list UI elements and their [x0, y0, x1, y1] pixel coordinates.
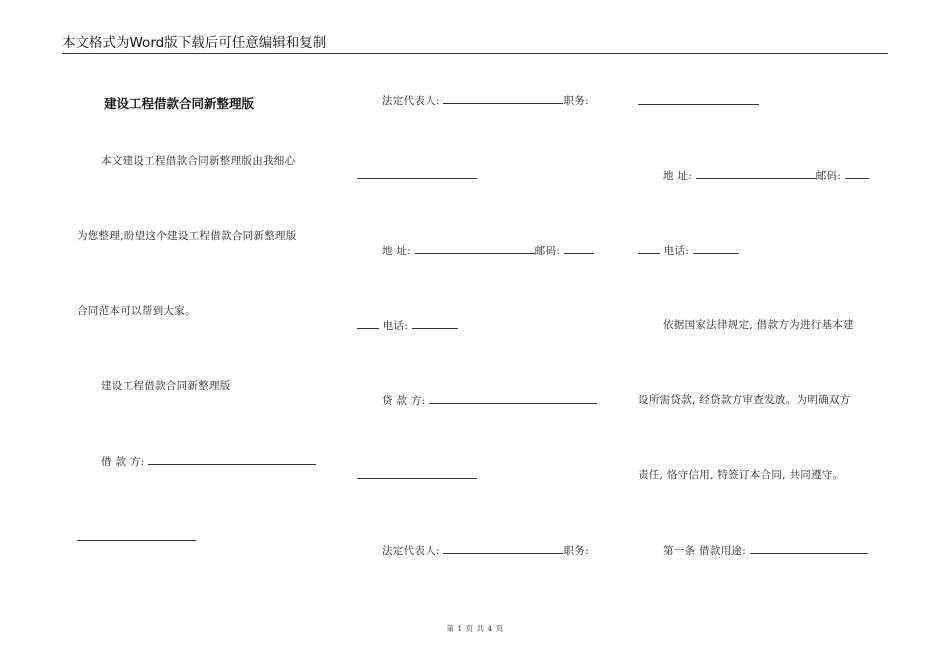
borrower-label: 借 款 方: — [101, 456, 145, 468]
postcode-label: 邮码: — [534, 245, 561, 257]
intro-line-2: 为您整理,盼望这个建设工程借款合同新整理版 — [77, 230, 297, 242]
position-label-2: 职务: — [563, 545, 589, 557]
borrower-blank — [148, 454, 316, 465]
postcode-blank — [564, 243, 594, 254]
legal-rep-line — [382, 93, 589, 108]
phone-blank — [412, 318, 458, 329]
article-1-label: 第一条 借款用途: — [663, 545, 747, 557]
position-label: 职务: — [563, 95, 589, 107]
postcode-blank-col3 — [845, 168, 869, 179]
article-1-blank — [750, 543, 868, 554]
header-divider — [62, 53, 888, 54]
postcode-label-col3: 邮码: — [815, 170, 842, 182]
lender-blank — [429, 393, 597, 404]
postcode-blank-cont — [357, 318, 379, 329]
borrower-continuation-blank — [77, 540, 196, 541]
position-blank-col3 — [638, 104, 759, 105]
legal-rep-label-2: 法定代表人: — [382, 545, 440, 557]
legal-rep-label: 法定代表人: — [382, 95, 440, 107]
document-header: 本文格式为Word版下载后可任意编辑和复制 — [62, 35, 327, 51]
phone-label: 电话: — [382, 320, 409, 332]
address-line — [382, 243, 594, 258]
section-subtitle: 建设工程借款合同新整理版 — [101, 380, 231, 392]
address-line-col3 — [663, 168, 869, 183]
position-blank — [357, 178, 477, 179]
legal-rep-line-2 — [382, 543, 589, 558]
lender-continuation-blank — [357, 478, 477, 479]
paragraph-line-3: 责任, 恪守信用, 特签订本合同, 共同遵守。 — [638, 469, 844, 481]
intro-line-1: 本文建设工程借款合同新整理版由我细心 — [101, 155, 296, 167]
address-blank-col3 — [696, 168, 816, 179]
document-title: 建设工程借款合同新整理版 — [104, 96, 255, 111]
paragraph-line-2: 设所需贷款, 经贷款方审查发放。为明确双方 — [638, 394, 851, 406]
page-footer: 第 1 页 共 4 页 — [446, 624, 504, 633]
phone-line — [357, 318, 458, 333]
phone-label-col3: 电话: — [663, 245, 690, 257]
legal-rep-blank-2 — [443, 543, 563, 554]
intro-line-3: 合同范本可以帮到大家。 — [77, 305, 196, 317]
postcode-blank-cont-col3 — [638, 243, 660, 254]
article-1-line — [663, 543, 868, 558]
address-label-col3: 地 址: — [663, 170, 693, 182]
phone-blank-col3 — [693, 243, 739, 254]
lender-line — [382, 393, 597, 408]
lender-label: 贷 款 方: — [382, 395, 426, 407]
paragraph-line-1: 依据国家法律规定, 借款方为进行基本建 — [663, 319, 854, 331]
legal-rep-blank — [443, 93, 563, 104]
phone-line-col3 — [638, 243, 739, 258]
address-label: 地 址: — [382, 245, 412, 257]
address-blank — [415, 243, 535, 254]
borrower-line — [101, 454, 316, 469]
